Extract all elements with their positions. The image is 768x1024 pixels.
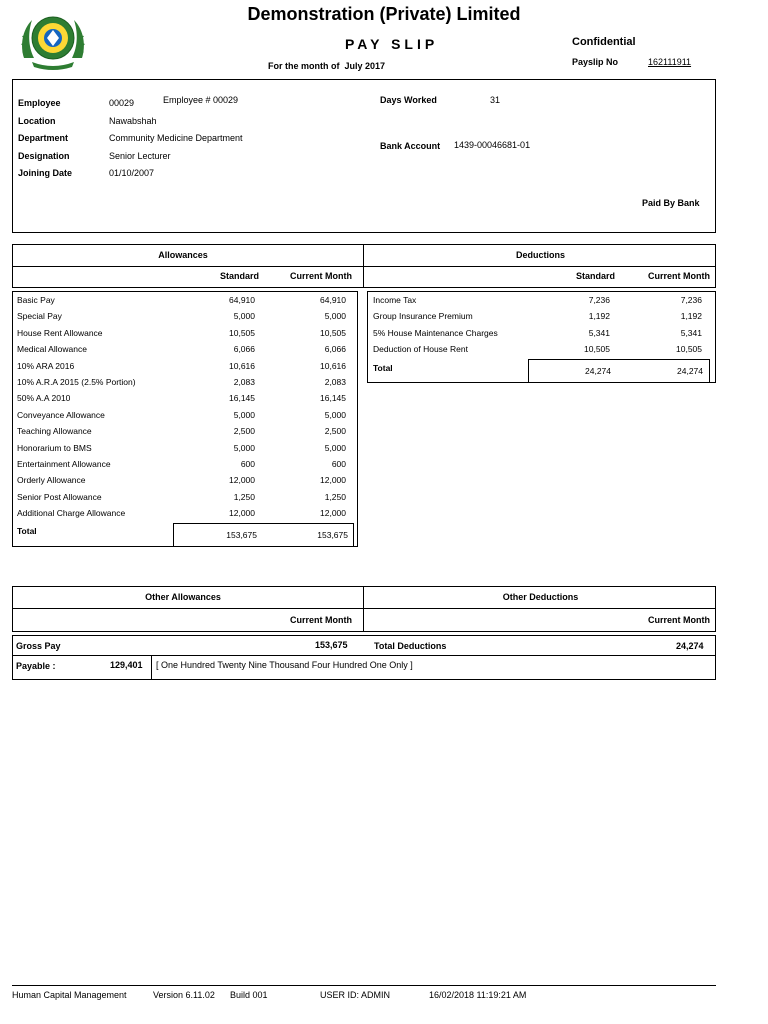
employee-values bbox=[109, 95, 243, 183]
label-location: Location bbox=[18, 115, 56, 126]
label-employee: Employee bbox=[18, 98, 61, 108]
other-deductions-title: Other Deductions bbox=[502, 592, 579, 602]
deductions-row-current: 7,236 bbox=[680, 295, 702, 305]
deductions-row-current: 1,192 bbox=[680, 311, 702, 322]
gross-pay-value: 153,675 bbox=[315, 640, 348, 650]
confidential-label: Confidential bbox=[572, 36, 636, 48]
month-value: July 2017 bbox=[344, 61, 386, 71]
other-allowances-header bbox=[12, 586, 364, 632]
month-label: For the month of bbox=[268, 61, 340, 71]
deductions-table bbox=[367, 291, 716, 383]
deductions-row-standard: 7,236 bbox=[588, 295, 610, 305]
deductions-title: Deductions bbox=[515, 250, 565, 260]
allowances-row-current: 5,000 bbox=[324, 311, 346, 322]
other-deductions-col-current: Current Month bbox=[648, 615, 710, 625]
allowances-total-current: 153,675 bbox=[317, 530, 348, 540]
allowances-row-current: 6,066 bbox=[324, 344, 346, 355]
allowances-row-standard: 12,000 bbox=[229, 508, 255, 519]
allowances-row-name: 10% ARA 2016 bbox=[17, 360, 75, 371]
deductions-row-current: 5,341 bbox=[680, 327, 702, 338]
allowances-row-current: 5,000 bbox=[324, 409, 346, 420]
allowances-row-name: Honorarium to BMS bbox=[17, 442, 92, 453]
allowances-row-standard: 5,000 bbox=[233, 442, 255, 453]
joining-date-value: 01/10/2007 bbox=[109, 168, 155, 178]
page-title: PAY SLIP bbox=[345, 36, 439, 52]
department-value: Community Medicine Department bbox=[109, 133, 243, 143]
other-allowances-col-current: Current Month bbox=[290, 615, 352, 625]
deductions-row-standard: 5,341 bbox=[588, 327, 610, 338]
bank-account-value: 1439-00046681-01 bbox=[454, 140, 531, 150]
pay-summary bbox=[12, 635, 716, 680]
allowances-row-standard: 12,000 bbox=[229, 475, 255, 486]
allowances-total-standard: 153,675 bbox=[226, 530, 257, 540]
payslip-no-label: Payslip No bbox=[572, 57, 619, 67]
bank-account-label: Bank Account bbox=[380, 141, 441, 151]
allowances-row-standard: 10,505 bbox=[229, 327, 255, 338]
allowances-row-current: 600 bbox=[331, 459, 346, 469]
allowances-col-current: Current Month bbox=[290, 271, 352, 281]
allowances-row-name: Additional Charge Allowance bbox=[17, 508, 126, 519]
allowances-row-name: Medical Allowance bbox=[17, 344, 87, 355]
allowances-row-name: 10% A.R.A 2015 (2.5% Portion) bbox=[17, 377, 136, 387]
allowances-row-name: Entertainment Allowance bbox=[17, 459, 111, 469]
allowances-row-name: Teaching Allowance bbox=[17, 426, 92, 437]
total-deductions-label: Total Deductions bbox=[374, 641, 447, 651]
location-value: Nawabshah bbox=[109, 115, 157, 126]
pay-period bbox=[268, 61, 385, 71]
allowances-row-current: 2,083 bbox=[324, 377, 346, 387]
days-worked-value: 31 bbox=[490, 95, 501, 105]
allowances-row-standard: 2,083 bbox=[233, 377, 255, 387]
footer-version: Version 6.11.02 bbox=[153, 990, 215, 1000]
footer-datetime: 16/02/2018 11:19:21 AM bbox=[429, 990, 527, 1000]
paid-by: Paid By Bank bbox=[642, 198, 700, 208]
allowances-row-current: 16,145 bbox=[320, 393, 346, 404]
allowances-row-name: Orderly Allowance bbox=[17, 475, 86, 486]
allowances-row-current: 64,910 bbox=[320, 295, 346, 305]
allowances-row-current: 10,505 bbox=[320, 327, 346, 338]
deductions-header bbox=[363, 244, 716, 288]
allowances-row-standard: 64,910 bbox=[229, 295, 255, 305]
allowances-row-current: 10,616 bbox=[320, 360, 346, 371]
payslip-no-value: 162111911 bbox=[648, 57, 692, 67]
label-department: Department bbox=[18, 133, 69, 143]
label-designation: Designation bbox=[18, 150, 70, 161]
allowances-header bbox=[12, 244, 364, 288]
allowances-row-standard: 1,250 bbox=[233, 491, 255, 502]
allowances-row-standard: 5,000 bbox=[233, 311, 255, 322]
deductions-col-current: Current Month bbox=[648, 271, 710, 281]
allowances-row-standard: 2,500 bbox=[233, 426, 255, 437]
deductions-row-name: Deduction of House Rent bbox=[373, 344, 468, 355]
total-deductions-value: 24,274 bbox=[676, 641, 704, 651]
deductions-row-name: Group Insurance Premium bbox=[373, 311, 473, 322]
allowances-total-label: Total bbox=[17, 526, 37, 536]
payable-label: Payable : bbox=[16, 661, 56, 671]
deductions-row-current: 10,505 bbox=[676, 344, 702, 355]
allowances-row-current: 12,000 bbox=[320, 475, 346, 486]
allowances-row-current: 5,000 bbox=[324, 442, 346, 453]
other-allowances-title: Other Allowances bbox=[145, 592, 221, 602]
employee-labels bbox=[18, 95, 72, 183]
allowances-col-standard: Standard bbox=[220, 271, 260, 281]
deductions-col-standard: Standard bbox=[576, 271, 616, 281]
gross-pay-label: Gross Pay bbox=[16, 641, 61, 651]
deductions-row-name: 5% House Maintenance Charges bbox=[373, 327, 498, 338]
allowances-row-name: Special Pay bbox=[17, 311, 62, 322]
deductions-row-standard: 10,505 bbox=[584, 344, 610, 355]
allowances-row-standard: 5,000 bbox=[233, 409, 255, 420]
deductions-total-box bbox=[528, 359, 710, 383]
deductions-row-name: Income Tax bbox=[373, 295, 417, 305]
payable-in-words: [ One Hundred Twenty Nine Thousand Four Hundred One Only ] bbox=[156, 660, 413, 670]
footer-build: Build 001 bbox=[230, 990, 268, 1000]
payable-value: 129,401 bbox=[110, 660, 143, 670]
footer-divider bbox=[12, 985, 716, 986]
allowances-row-standard: 16,145 bbox=[229, 393, 255, 404]
allowances-title: Allowances bbox=[158, 250, 208, 260]
allowances-row-current: 1,250 bbox=[324, 491, 346, 502]
allowances-row-name: House Rent Allowance bbox=[17, 327, 103, 338]
allowances-row-current: 12,000 bbox=[320, 508, 346, 519]
allowances-row-current: 2,500 bbox=[324, 426, 346, 437]
designation-value: Senior Lecturer bbox=[109, 150, 171, 161]
deductions-row-standard: 1,192 bbox=[588, 311, 610, 322]
allowances-row-standard: 600 bbox=[240, 459, 255, 469]
allowances-row-name: Senior Post Allowance bbox=[17, 491, 102, 502]
employee-number: Employee # 00029 bbox=[163, 95, 239, 105]
employee-info-box bbox=[12, 79, 716, 233]
company-name: Demonstration (Private) Limited bbox=[247, 4, 521, 24]
deductions-total-standard: 24,274 bbox=[585, 366, 611, 376]
deductions-total-label: Total bbox=[373, 363, 393, 373]
allowances-row-standard: 10,616 bbox=[229, 360, 255, 371]
footer-app-name: Human Capital Management bbox=[12, 990, 127, 1000]
allowances-row-name: 50% A.A 2010 bbox=[17, 393, 71, 404]
label-joining-date: Joining Date bbox=[18, 168, 73, 178]
allowances-total-box bbox=[173, 523, 354, 547]
allowances-table bbox=[12, 291, 358, 547]
employee-code: 00029 bbox=[109, 98, 135, 108]
allowances-row-name: Basic Pay bbox=[17, 295, 55, 305]
days-worked-label: Days Worked bbox=[380, 95, 437, 105]
deductions-total-current: 24,274 bbox=[677, 366, 703, 376]
allowances-row-standard: 6,066 bbox=[233, 344, 255, 355]
allowances-row-name: Conveyance Allowance bbox=[17, 409, 105, 420]
footer-user-id: USER ID: ADMIN bbox=[320, 990, 391, 1000]
other-deductions-header bbox=[363, 586, 716, 632]
